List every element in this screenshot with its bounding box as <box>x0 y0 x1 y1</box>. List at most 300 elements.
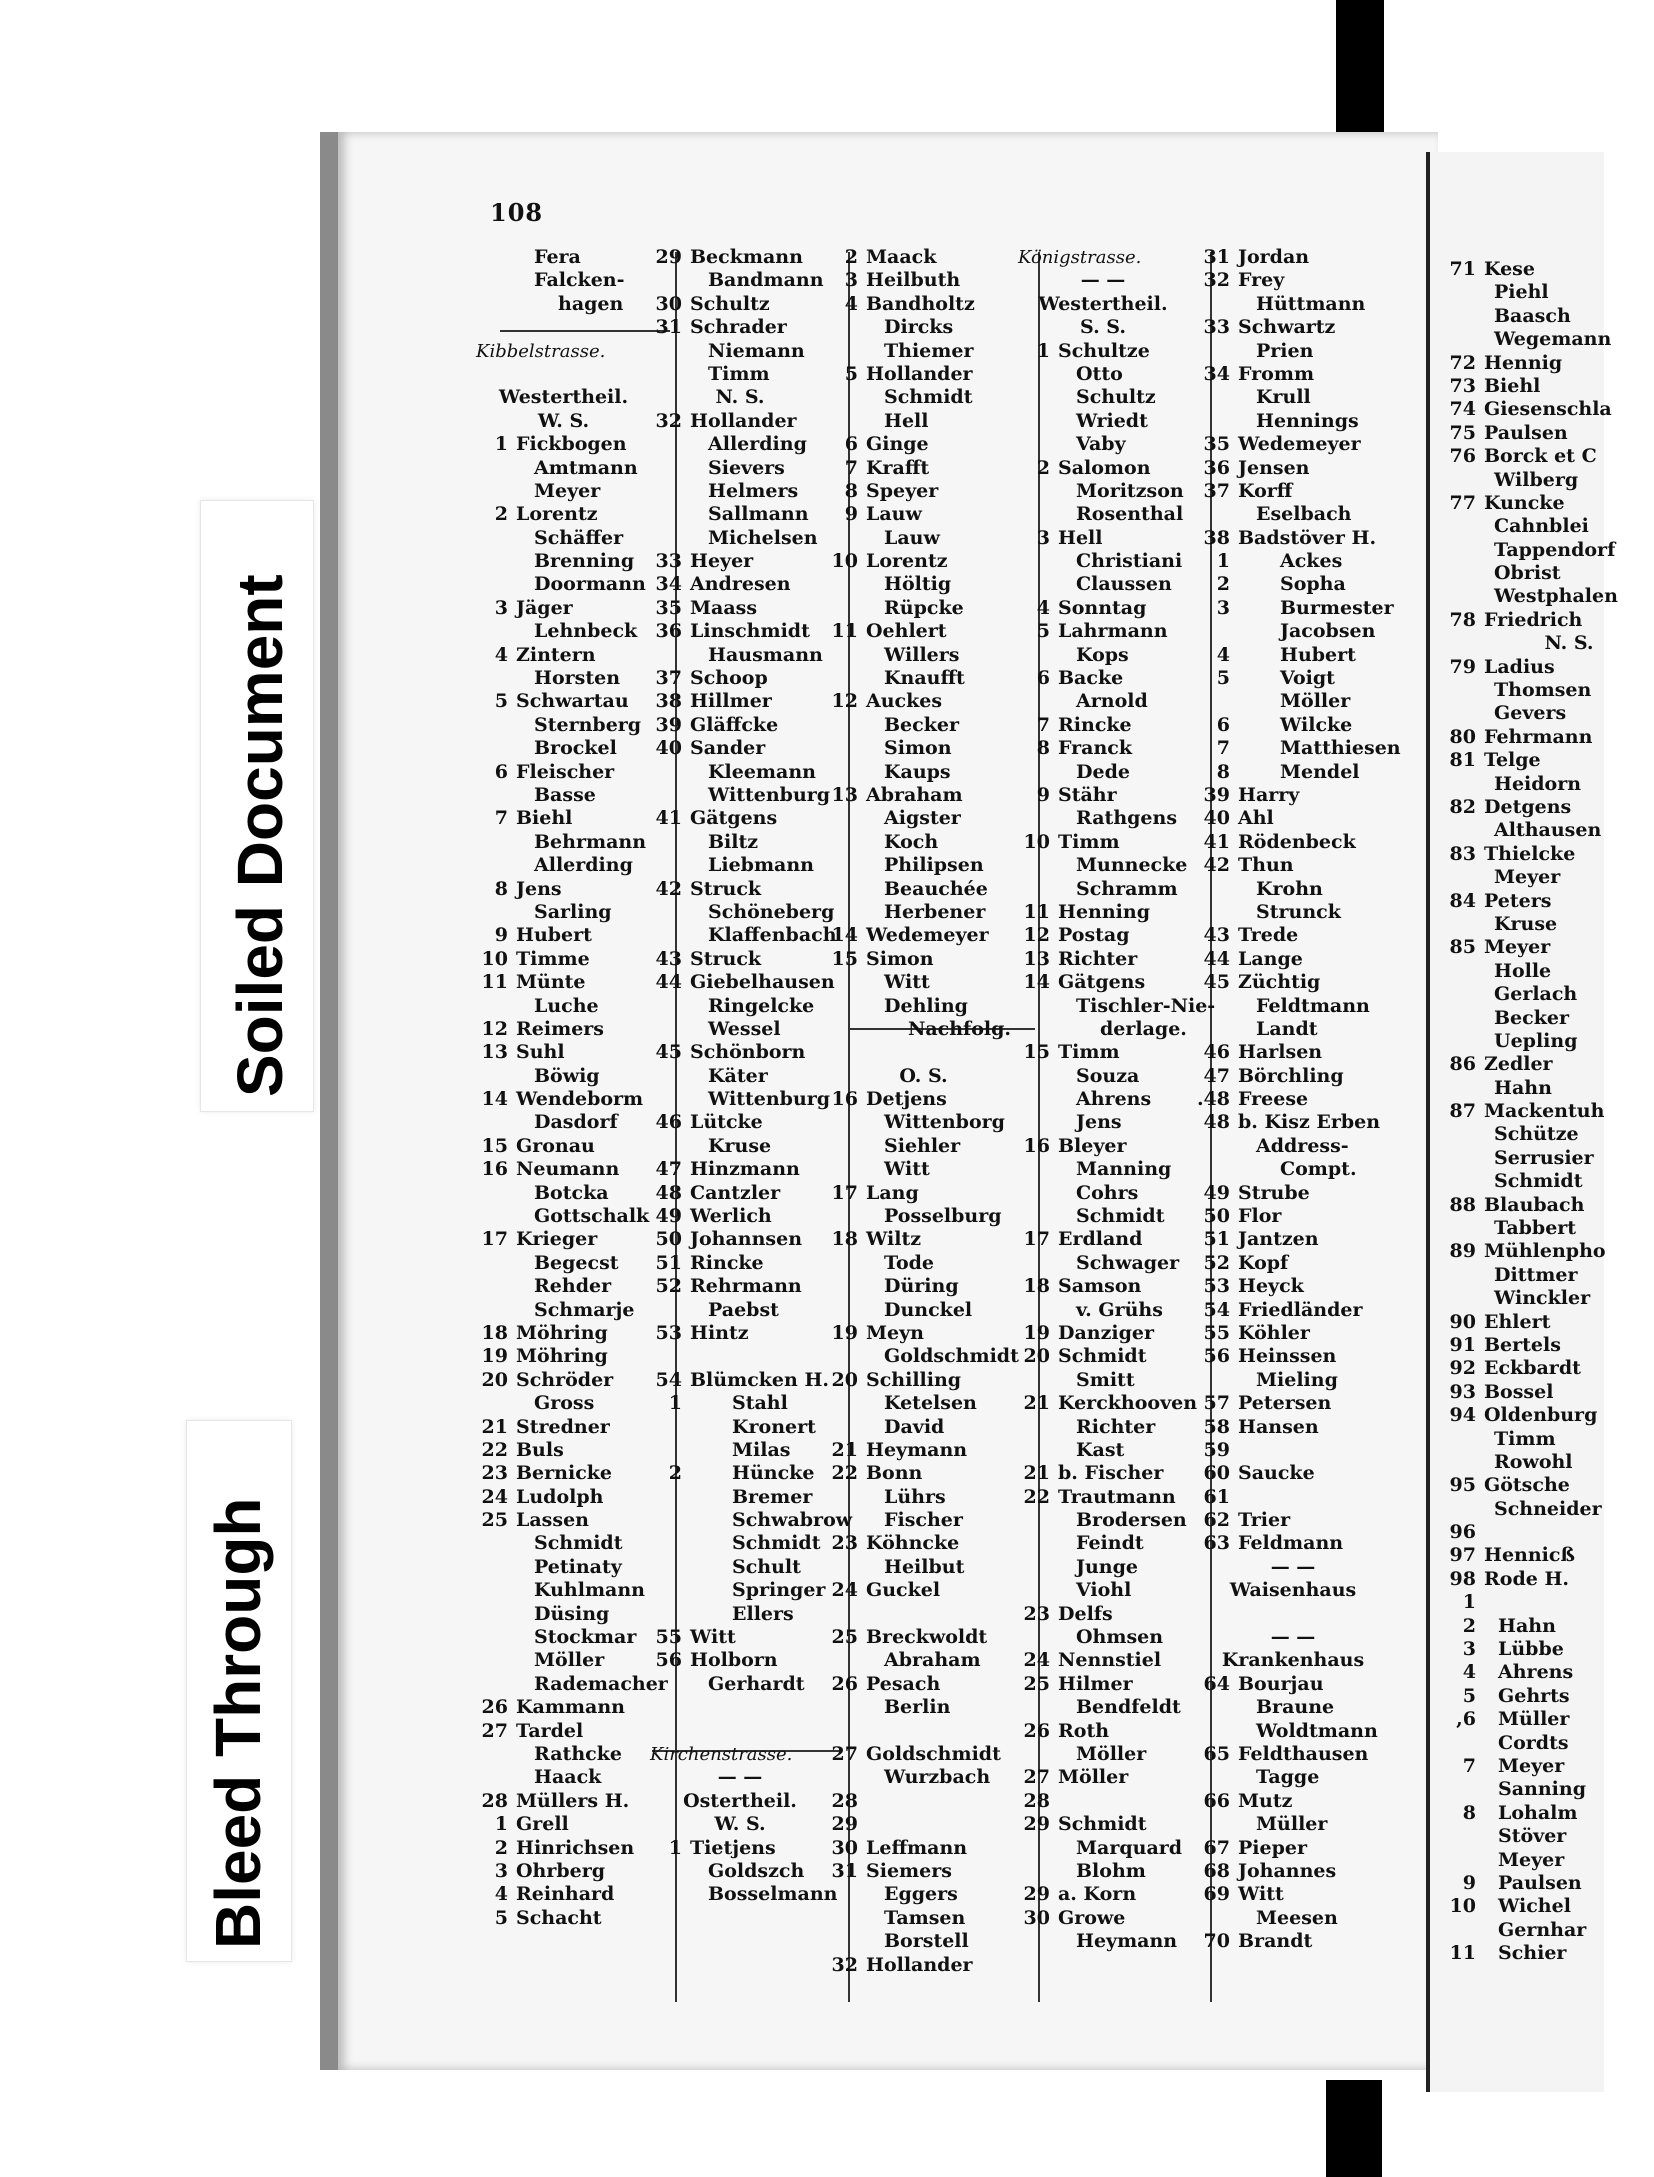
resident-name: Gehrts <box>1498 1684 1570 1707</box>
resident-name: Backe <box>1058 667 1124 690</box>
directory-entry <box>1178 1696 1408 1719</box>
resident-name: Ahrens <box>1076 1088 1152 1111</box>
resident-name: Wegemann <box>1494 328 1612 351</box>
resident-name: Hausmann <box>708 643 823 666</box>
resident-name: Gross <box>534 1392 595 1415</box>
resident-name: Sallmann <box>708 503 809 526</box>
resident-name: Timm <box>1058 1041 1120 1064</box>
house-number: 79 <box>1449 655 1476 678</box>
resident-name: Springer <box>732 1579 826 1602</box>
house-number: 1 <box>1036 339 1050 362</box>
resident-name: Ginge <box>866 433 929 456</box>
resident-name: Allerding <box>708 433 807 456</box>
house-number: 69 <box>1203 1883 1230 1906</box>
resident-name: Lehnbeck <box>534 620 638 643</box>
resident-name: Trautmann <box>1058 1485 1176 1508</box>
resident-name: Souza <box>1076 1064 1140 1087</box>
directory-entry <box>1178 363 1408 386</box>
house-number: 70 <box>1203 1930 1230 1953</box>
directory-entry <box>998 1766 1208 1789</box>
directory-entry <box>998 1252 1208 1275</box>
resident-name: Kleemann <box>708 760 816 783</box>
house-number: 47 <box>1203 1064 1230 1087</box>
resident-name: Richter <box>1058 947 1138 970</box>
resident-name: Bertels <box>1484 1333 1561 1356</box>
house-number: 80 <box>1449 725 1476 748</box>
directory-entry <box>1432 1755 1602 1778</box>
house-number: 20 <box>831 1368 858 1391</box>
directory-entry <box>1178 1158 1408 1181</box>
resident-name: Schultz <box>690 292 770 315</box>
resident-name: Ladius <box>1484 655 1555 678</box>
resident-name: Compt. <box>1280 1158 1357 1181</box>
resident-name: Munnecke <box>1076 854 1188 877</box>
house-number: 24 <box>481 1485 508 1508</box>
resident-name: Kese <box>1484 258 1535 280</box>
resident-name: Möller <box>534 1649 605 1672</box>
directory-entry <box>1178 1532 1408 1555</box>
directory-entry <box>1178 901 1408 924</box>
resident-name: Käter <box>708 1064 768 1087</box>
resident-name: Schmidt <box>1494 1170 1583 1193</box>
resident-name: Böwig <box>534 1064 600 1087</box>
resident-name: a. Korn <box>1058 1883 1137 1906</box>
house-number: 90 <box>1449 1310 1476 1333</box>
house-number: 14 <box>481 1088 508 1111</box>
resident-name: Rincke <box>690 1251 764 1274</box>
resident-name: Schmidt <box>1058 1813 1147 1836</box>
directory-entry <box>998 1369 1208 1392</box>
resident-name: Buls <box>516 1438 564 1461</box>
house-number: 32 <box>831 1953 858 1976</box>
resident-name: Nachfolg. <box>908 1017 1012 1040</box>
directory-entry <box>998 807 1208 830</box>
resident-name: Telge <box>1484 749 1541 772</box>
page-number: 108 <box>490 198 544 227</box>
directory-entry <box>1432 1732 1602 1755</box>
house-number: 19 <box>831 1321 858 1344</box>
resident-name: Ahl <box>1238 807 1274 830</box>
directory-entry <box>1178 1743 1408 1766</box>
resident-name: Hennings <box>1256 409 1359 432</box>
house-number: 25 <box>481 1509 508 1532</box>
house-number: 89 <box>1449 1240 1476 1263</box>
house-number: 44 <box>655 971 682 994</box>
directory-entry <box>998 1532 1208 1555</box>
house-number: 5 <box>1036 620 1050 643</box>
directory-entry <box>1432 538 1616 562</box>
directory-entry <box>998 1299 1208 1322</box>
house-number: 3 <box>494 1859 508 1882</box>
resident-name: Uepling <box>1494 1029 1578 1052</box>
resident-name: Botcka <box>534 1181 609 1204</box>
directory-entry <box>1178 1135 1408 1158</box>
resident-name: Gronau <box>516 1134 595 1157</box>
resident-name: Schwabrow <box>732 1509 853 1532</box>
resident-name: Oehlert <box>866 620 947 643</box>
directory-entry <box>998 1462 1208 1485</box>
resident-name: Allerding <box>534 854 633 877</box>
resident-name: Mieling <box>1256 1368 1338 1391</box>
resident-name: Lührs <box>884 1485 946 1508</box>
resident-name: Bleyer <box>1058 1134 1127 1157</box>
resident-name: Doormann <box>534 573 646 596</box>
house-number: 54 <box>655 1368 682 1391</box>
resident-name: Fromm <box>1238 362 1315 385</box>
directory-entry <box>1432 1147 1602 1170</box>
resident-name: Müller <box>1498 1708 1570 1731</box>
resident-name: v. Grühs <box>1076 1298 1163 1321</box>
house-number: 91 <box>1449 1333 1476 1356</box>
resident-name: Suhl <box>516 1041 565 1064</box>
house-number: 14 <box>831 924 858 947</box>
resident-name: Struck <box>690 947 762 970</box>
resident-name: Stredner <box>516 1415 610 1438</box>
house-number: 48 <box>1203 1111 1230 1134</box>
house-number: 2 <box>844 246 858 268</box>
house-number: 7 <box>1036 713 1050 736</box>
directory-entry <box>998 901 1208 924</box>
house-number: 16 <box>831 1088 858 1111</box>
house-number: 35 <box>655 596 682 619</box>
house-number: 29 <box>1023 1883 1050 1906</box>
scan-edge-bar-bottom <box>1326 2080 1382 2177</box>
house-number: 5 <box>1216 667 1230 690</box>
directory-entry <box>1432 422 1602 445</box>
resident-name: Richter <box>1076 1415 1156 1438</box>
resident-name: Posselburg <box>884 1205 1002 1228</box>
house-number: 27 <box>1023 1766 1050 1789</box>
resident-name: Pesach <box>866 1672 941 1695</box>
resident-name: Maass <box>690 596 758 619</box>
resident-name: Erdland <box>1058 1228 1143 1251</box>
directory-entry <box>1432 1194 1602 1217</box>
house-number: 5 <box>494 1906 508 1929</box>
resident-name: Behrmann <box>534 830 647 853</box>
house-number: 31 <box>655 316 682 339</box>
dash-rule <box>998 269 1208 292</box>
resident-name: Braune <box>1256 1696 1335 1719</box>
resident-name: Reimers <box>516 1017 604 1040</box>
resident-name: Dehling <box>884 994 968 1017</box>
house-number: 56 <box>1203 1345 1230 1368</box>
house-number: 77 <box>1449 491 1476 514</box>
resident-name: — — <box>717 1766 763 1789</box>
resident-name: Rüpcke <box>884 596 964 619</box>
resident-name: David <box>884 1415 945 1438</box>
resident-name: Ahrens <box>1498 1661 1574 1684</box>
house-number: 51 <box>1203 1228 1230 1251</box>
directory-entry <box>1432 1170 1602 1193</box>
directory-entry <box>998 667 1208 690</box>
directory-entry <box>998 410 1208 433</box>
directory-entry <box>1178 995 1408 1018</box>
resident-name: Mendel <box>1280 760 1360 783</box>
directory-entry <box>1432 1287 1602 1310</box>
directory-entry <box>1432 726 1602 749</box>
house-number: 42 <box>655 877 682 900</box>
house-number: 94 <box>1449 1404 1476 1427</box>
section-heading <box>998 293 1208 316</box>
resident-name: Goldszch <box>708 1859 805 1882</box>
resident-name: Althausen <box>1494 819 1602 842</box>
resident-name: Hollander <box>866 1953 973 1976</box>
directory-entry <box>998 1579 1208 1602</box>
directory-entry <box>1432 1077 1602 1100</box>
house-number: 27 <box>831 1743 858 1765</box>
directory-entry <box>1178 1813 1408 1836</box>
directory-entry <box>1178 1720 1408 1743</box>
resident-name: Wiltz <box>866 1228 922 1251</box>
resident-name: Sanning <box>1498 1778 1586 1801</box>
resident-name: Dede <box>1076 760 1130 783</box>
resident-name: Götsche <box>1484 1474 1570 1497</box>
resident-name: Schacht <box>516 1906 602 1929</box>
directory-entry <box>1432 1568 1602 1591</box>
resident-name: Feldthausen <box>1238 1743 1369 1765</box>
house-number: 36 <box>655 620 682 643</box>
resident-name: Dittmer <box>1494 1263 1578 1286</box>
resident-name: Samson <box>1058 1275 1142 1298</box>
directory-entry <box>1178 1345 1408 1368</box>
resident-name: Möller <box>1280 690 1351 713</box>
resident-name: Baasch <box>1494 304 1571 327</box>
resident-name: Meyer <box>1494 866 1561 889</box>
resident-name: Junge <box>1076 1555 1138 1578</box>
resident-name: Thun <box>1238 854 1294 877</box>
resident-name: Schwartau <box>516 690 629 713</box>
resident-name: Ohmsen <box>1076 1626 1164 1649</box>
resident-name: Voigt <box>1280 667 1335 690</box>
resident-name: Paebst <box>708 1298 779 1321</box>
resident-name: Schöneberg <box>708 900 835 923</box>
resident-name: N. S. <box>715 386 765 409</box>
house-number: 23 <box>831 1532 858 1555</box>
house-number: 39 <box>1203 783 1230 806</box>
directory-entry <box>998 1790 1208 1813</box>
directory-entry <box>998 1813 1208 1836</box>
resident-name: Heyer <box>690 550 754 573</box>
resident-name: Dunckel <box>884 1298 973 1321</box>
directory-entry <box>1432 352 1602 375</box>
house-number: 9 <box>494 924 508 947</box>
directory-entry <box>998 1158 1208 1181</box>
house-number: 75 <box>1449 421 1476 444</box>
resident-name: Thielcke <box>1484 842 1576 865</box>
resident-name: Schmarje <box>534 1298 635 1321</box>
resident-name: Helmers <box>708 479 799 502</box>
resident-name: Paulsen <box>1484 421 1568 444</box>
resident-name: Fickbogen <box>516 433 627 456</box>
resident-name: Schütze <box>1494 1123 1579 1146</box>
resident-name: Brandt <box>1238 1930 1313 1953</box>
resident-name: Werlich <box>690 1205 772 1228</box>
house-number: 3 <box>1216 596 1230 619</box>
house-number: 3 <box>1462 1638 1476 1661</box>
house-number: 1 <box>668 1836 682 1859</box>
directory-entry <box>998 1088 1208 1111</box>
house-number: 8 <box>1036 737 1050 760</box>
resident-name: Rode H. <box>1484 1567 1570 1590</box>
house-number: 33 <box>1203 316 1230 339</box>
directory-entry <box>1178 433 1408 456</box>
directory-entry <box>1178 340 1408 363</box>
house-number: 30 <box>831 1836 858 1859</box>
resident-name: Krull <box>1256 386 1311 409</box>
directory-entry <box>1432 375 1602 398</box>
resident-name: Feindt <box>1076 1532 1144 1555</box>
directory-entry <box>998 924 1208 947</box>
directory-entry <box>998 1509 1208 1532</box>
directory-entry <box>1432 1778 1602 1801</box>
resident-name: Timm <box>1058 830 1120 853</box>
directory-entry <box>1432 305 1602 328</box>
resident-name: Rödenbeck <box>1238 830 1356 853</box>
resident-name: Biehl <box>516 807 573 830</box>
house-number: 21 <box>1023 1462 1050 1485</box>
resident-name: Sopha <box>1280 573 1346 596</box>
house-number: 3 <box>844 269 858 292</box>
resident-name: Saucke <box>1238 1462 1315 1485</box>
directory-entry <box>998 1626 1208 1649</box>
resident-name: Christiani <box>1076 550 1183 573</box>
directory-entry <box>1432 1498 1602 1521</box>
resident-name: Stahl <box>732 1392 788 1415</box>
directory-entry <box>998 1486 1208 1509</box>
directory-entry <box>998 737 1208 760</box>
resident-name: Westphalen <box>1494 585 1618 608</box>
resident-name: Roth <box>1058 1719 1110 1742</box>
resident-name: Moritzson <box>1076 479 1184 502</box>
resident-name: Thomsen <box>1494 679 1592 702</box>
house-number: 19 <box>1023 1321 1050 1344</box>
resident-name: Serrusier <box>1494 1146 1594 1169</box>
resident-name: Friedländer <box>1238 1298 1363 1321</box>
house-number: 55 <box>1203 1321 1230 1344</box>
soiled-document-label-box <box>200 500 314 1112</box>
directory-entry <box>1432 1217 1602 1240</box>
resident-name: Timm <box>1494 1427 1556 1450</box>
directory-entry <box>1178 1930 1408 1953</box>
directory-entry <box>998 1345 1208 1368</box>
directory-entry <box>1432 1311 1602 1334</box>
house-number: 87 <box>1449 1100 1476 1123</box>
resident-name: Eggers <box>884 1883 958 1906</box>
resident-name: Smitt <box>1076 1368 1135 1391</box>
house-number: 4 <box>844 292 858 315</box>
resident-name: Giebelhausen <box>690 971 835 994</box>
resident-name: Basse <box>534 783 596 806</box>
house-number: 10 <box>831 550 858 573</box>
resident-name: Hinzmann <box>690 1158 800 1181</box>
resident-name: Korff <box>1238 479 1293 502</box>
house-number: 10 <box>1449 1895 1476 1918</box>
resident-name: Cahnblei <box>1494 515 1589 538</box>
resident-name: Gernhar <box>1498 1918 1587 1941</box>
resident-name: Meyer <box>1498 1755 1565 1777</box>
house-number: 20 <box>1023 1345 1050 1368</box>
resident-name: Auckes <box>866 690 943 713</box>
resident-name: Hubert <box>516 924 592 947</box>
resident-name: Rincke <box>1058 713 1132 736</box>
directory-entry <box>1178 269 1408 292</box>
house-number: 14 <box>1023 971 1050 994</box>
resident-name: Amtmann <box>534 456 638 479</box>
directory-entry <box>998 1205 1208 1228</box>
resident-name: Simon <box>884 737 952 760</box>
resident-name: Luche <box>534 994 599 1017</box>
directory-entry <box>1178 503 1408 526</box>
resident-name: Johannsen <box>690 1228 803 1251</box>
house-number: 44 <box>1203 947 1230 970</box>
resident-name: Gläffcke <box>690 713 779 736</box>
resident-name: Leffmann <box>866 1836 968 1859</box>
house-number: 31 <box>831 1859 858 1882</box>
house-number: 4 <box>1216 643 1230 666</box>
resident-name: Abraham <box>866 783 963 806</box>
directory-entry <box>1432 679 1602 702</box>
resident-name: O. S. <box>899 1064 948 1087</box>
directory-entry <box>1178 1252 1408 1275</box>
house-number: 50 <box>655 1228 682 1251</box>
directory-entry <box>1432 1825 1602 1848</box>
directory-entry <box>1178 386 1408 409</box>
section-heading <box>998 316 1208 339</box>
resident-name: Pieper <box>1238 1836 1307 1859</box>
resident-name: Hennicß <box>1484 1544 1575 1567</box>
resident-name: Rehrmann <box>690 1275 802 1298</box>
house-number: 7 <box>1216 737 1230 760</box>
directory-entry <box>1178 948 1408 971</box>
resident-name: Biltz <box>708 830 759 853</box>
resident-name: Hahn <box>1494 1076 1552 1099</box>
house-number: 45 <box>1203 971 1230 994</box>
resident-name: Horsten <box>534 667 621 690</box>
resident-name: Abraham <box>884 1649 981 1672</box>
resident-name: Kerckhooven <box>1058 1392 1198 1415</box>
house-number: 52 <box>1203 1251 1230 1274</box>
house-number: 34 <box>1203 362 1230 385</box>
resident-name: Gätgens <box>690 807 778 830</box>
directory-entry <box>1432 749 1602 772</box>
resident-name: Schultz <box>1076 386 1156 409</box>
bleed-through-label-box <box>186 1420 292 1962</box>
directory-entry <box>998 1860 1208 1883</box>
resident-name: Landt <box>1256 1017 1318 1040</box>
resident-name: Woldtmann <box>1256 1719 1378 1742</box>
resident-name: Matthiesen <box>1280 737 1401 760</box>
house-number: 5 <box>494 690 508 713</box>
house-number: 16 <box>1023 1134 1050 1157</box>
house-number: 30 <box>655 292 682 315</box>
resident-name: Johannes <box>1238 1859 1337 1882</box>
resident-name: Schröder <box>516 1368 614 1391</box>
resident-name: Zedler <box>1484 1053 1553 1076</box>
directory-entry <box>1178 784 1408 807</box>
house-number: 15 <box>831 947 858 970</box>
house-number: 60 <box>1203 1462 1230 1485</box>
directory-entry <box>998 714 1208 737</box>
resident-name: Lübbe <box>1498 1638 1564 1661</box>
resident-name: Growe <box>1058 1906 1126 1929</box>
resident-name: Bandmann <box>708 269 824 292</box>
resident-name: Borck et C <box>1484 445 1597 468</box>
resident-name: Möhring <box>516 1321 608 1344</box>
resident-name: Wedemeyer <box>1238 433 1361 456</box>
house-number: 56 <box>655 1649 682 1672</box>
section-heading <box>1432 632 1602 655</box>
directory-entry <box>1178 714 1408 737</box>
